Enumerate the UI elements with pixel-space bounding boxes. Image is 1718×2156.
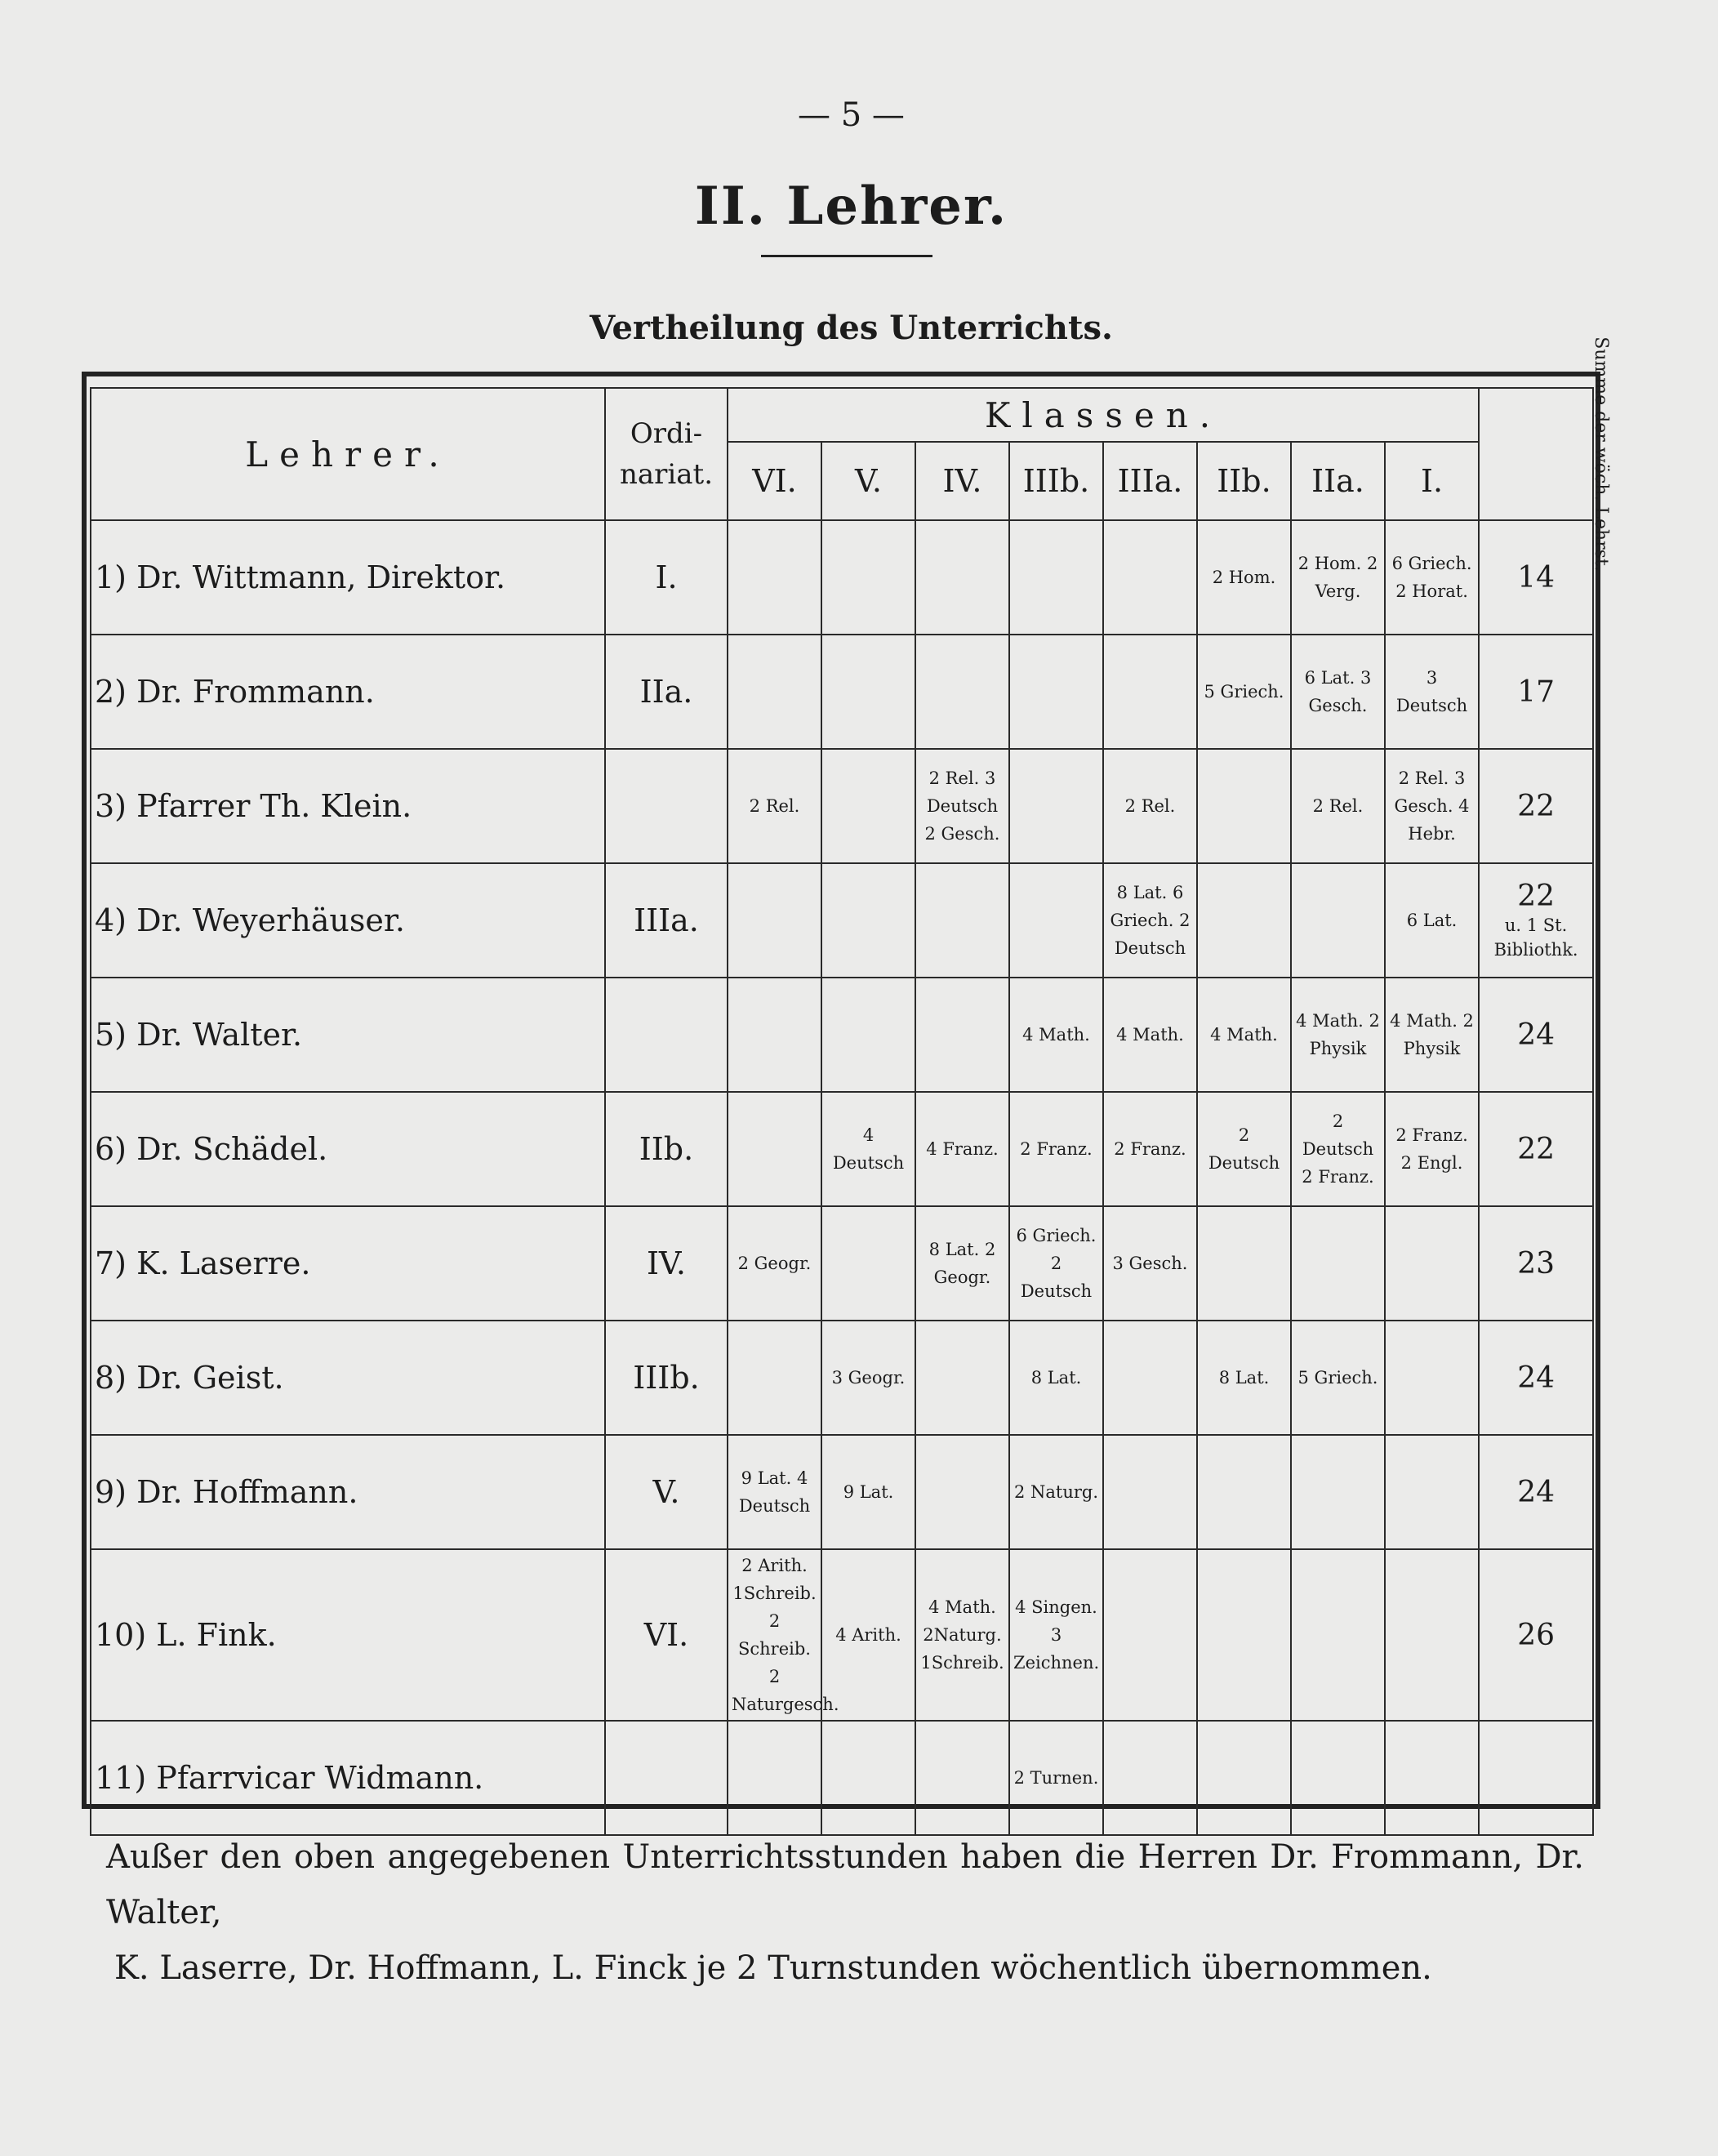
class-hours-cell: 2 Naturg. (1009, 1435, 1103, 1549)
class-hours-cell (1385, 1549, 1479, 1721)
class-hours-cell: 4 Franz. (915, 1092, 1009, 1206)
ordinariat-cell: V. (605, 1435, 728, 1549)
weekly-total-cell (1479, 1092, 1593, 1206)
ordinariat-cell: I. (605, 520, 728, 635)
weekly-total: 22 (1517, 1132, 1555, 1166)
table-row (91, 1092, 1593, 1206)
header-class-iiia: IIIa. (1103, 442, 1197, 520)
class-hours-cell: 9 Lat. (821, 1435, 915, 1549)
weekly-total-note: u. 1 St. Bibliothk. (1493, 915, 1578, 960)
class-hours-cell: 3 Gesch. (1103, 1206, 1197, 1321)
class-hours-cell (1009, 635, 1103, 749)
teacher-name: 7) K. Laserre. (91, 1206, 605, 1321)
class-hours-cell: 8 Lat. (1009, 1321, 1103, 1435)
class-hours-cell: 3 Deutsch (1385, 635, 1479, 749)
class-hours-cell (728, 978, 821, 1092)
header-class-i: I. (1385, 442, 1479, 520)
class-hours-cell: 8 Lat. 2 Geogr. (915, 1206, 1009, 1321)
header-class-vi: VI. (728, 442, 821, 520)
class-hours-cell (1103, 1435, 1197, 1549)
class-hours-cell: 6 Lat. 3 Gesch. (1291, 635, 1385, 749)
class-hours-cell (1385, 1321, 1479, 1435)
class-hours-cell: 2 Hom. 2 Verg. (1291, 520, 1385, 635)
header-class-iv: IV. (915, 442, 1009, 520)
header-summe (1479, 336, 1611, 572)
weekly-total: 17 (1517, 675, 1555, 709)
weekly-total-cell (1479, 1321, 1593, 1435)
class-hours-cell (915, 1435, 1009, 1549)
class-hours-cell (728, 635, 821, 749)
table-row (91, 1721, 1593, 1835)
class-hours-cell: 8 Lat. 6 Griech. 2 Deutsch (1103, 863, 1197, 978)
class-hours-cell (821, 978, 915, 1092)
class-hours-cell: 2 Arith. 1Schreib. 2 Schreib. 2 Naturgesch. (728, 1549, 821, 1721)
header-klassen: Klassen. (728, 388, 1479, 442)
class-hours-cell: 6 Griech. 2 Deutsch (1009, 1206, 1103, 1321)
header-class-v: V. (821, 442, 915, 520)
class-hours-cell: 2 Rel. (728, 749, 821, 863)
class-hours-cell (915, 1721, 1009, 1835)
class-hours-cell (728, 520, 821, 635)
header-class-iia: IIa. (1291, 442, 1385, 520)
class-hours-cell (821, 520, 915, 635)
class-hours-cell: 3 Geogr. (821, 1321, 915, 1435)
class-hours-cell: 4 Math. (1103, 978, 1197, 1092)
class-hours-cell: 2 Geogr. (728, 1206, 821, 1321)
footnote-line-1: Außer den oben angegebenen Unterrichtsstunden haben die Herren Dr. Frommann, Dr. Walter, (106, 1838, 1584, 1931)
weekly-total: 24 (1517, 1018, 1555, 1052)
class-hours-cell (1103, 520, 1197, 635)
ordinariat-cell: IIIb. (605, 1321, 728, 1435)
class-hours-cell: 4 Math. 2 Physik (1385, 978, 1479, 1092)
weekly-total: 14 (1517, 560, 1555, 595)
class-hours-cell (915, 1321, 1009, 1435)
header-ordinariat: Ordi-nariat. (605, 388, 728, 520)
ordinariat-cell (605, 978, 728, 1092)
class-hours-cell (1291, 1206, 1385, 1321)
class-hours-cell (821, 635, 915, 749)
subtitle: Vertheilung des Unterrichts. (590, 309, 1113, 347)
class-hours-cell: 5 Griech. (1197, 635, 1291, 749)
class-hours-cell (1103, 635, 1197, 749)
table-row (91, 978, 1593, 1092)
ordinariat-cell: IIa. (605, 635, 728, 749)
class-hours-cell: 4 Math. 2 Physik (1291, 978, 1385, 1092)
header-class-iiib: IIIb. (1009, 442, 1103, 520)
teacher-name: 5) Dr. Walter. (91, 978, 605, 1092)
class-hours-cell (1197, 1549, 1291, 1721)
class-hours-cell (1291, 1435, 1385, 1549)
class-hours-cell: 4 Deutsch (821, 1092, 915, 1206)
class-hours-cell (1103, 1549, 1197, 1721)
header-lehrer: Lehrer. (91, 388, 605, 520)
weekly-total: 24 (1517, 1475, 1555, 1509)
class-hours-cell: 2 Deutsch (1197, 1092, 1291, 1206)
class-hours-cell: 2 Rel. 3 Gesch. 4 Hebr. (1385, 749, 1479, 863)
class-hours-cell: 4 Math. (1197, 978, 1291, 1092)
table-row (91, 1549, 1593, 1721)
class-hours-cell (915, 978, 1009, 1092)
class-hours-cell (821, 1206, 915, 1321)
table-row (91, 749, 1593, 863)
ordinariat-cell: IIb. (605, 1092, 728, 1206)
weekly-total-cell (1479, 749, 1593, 863)
class-hours-cell (728, 863, 821, 978)
class-hours-cell (1009, 863, 1103, 978)
class-hours-cell (1197, 1206, 1291, 1321)
class-hours-cell: 2 Franz. (1009, 1092, 1103, 1206)
class-hours-cell: 2 Rel. (1103, 749, 1197, 863)
class-hours-cell (1385, 1721, 1479, 1835)
class-hours-cell: 2 Hom. (1197, 520, 1291, 635)
weekly-total: 26 (1517, 1618, 1555, 1652)
class-hours-cell (1009, 749, 1103, 863)
class-hours-cell (1009, 520, 1103, 635)
class-hours-cell (1197, 1721, 1291, 1835)
ordinariat-cell: IIIa. (605, 863, 728, 978)
class-hours-cell: 6 Lat. (1385, 863, 1479, 978)
class-hours-cell (728, 1092, 821, 1206)
class-hours-cell (1197, 863, 1291, 978)
weekly-total-cell (1479, 1721, 1593, 1835)
class-hours-cell: 2 Rel. (1291, 749, 1385, 863)
ordinariat-cell (605, 749, 728, 863)
class-hours-cell: 4 Arith. (821, 1549, 915, 1721)
weekly-total-cell (1479, 978, 1593, 1092)
weekly-total-cell (1479, 1206, 1593, 1321)
section-title: II. Lehrer. (694, 176, 1008, 237)
class-hours-cell: 9 Lat. 4 Deutsch (728, 1435, 821, 1549)
class-hours-cell: 8 Lat. (1197, 1321, 1291, 1435)
weekly-total-cell (1479, 863, 1593, 978)
teacher-name: 4) Dr. Weyerhäuser. (91, 863, 605, 978)
ordinariat-cell: VI. (605, 1549, 728, 1721)
table-row (91, 520, 1593, 635)
class-hours-cell (1103, 1721, 1197, 1835)
weekly-total: 23 (1517, 1246, 1555, 1281)
teacher-name: 9) Dr. Hoffmann. (91, 1435, 605, 1549)
class-hours-cell: 2 Franz. (1103, 1092, 1197, 1206)
class-hours-cell (728, 1321, 821, 1435)
class-hours-cell (915, 863, 1009, 978)
weekly-total: 22 (1517, 879, 1555, 913)
class-hours-cell (1291, 863, 1385, 978)
class-hours-cell (1291, 1549, 1385, 1721)
class-hours-cell: 2 Deutsch 2 Franz. (1291, 1092, 1385, 1206)
table-body (91, 520, 1593, 1835)
class-hours-cell (1385, 1206, 1479, 1321)
class-hours-cell (728, 1721, 821, 1835)
class-hours-cell (915, 635, 1009, 749)
class-hours-cell (1385, 1435, 1479, 1549)
table-row (91, 635, 1593, 749)
table-row (91, 1321, 1593, 1435)
teacher-name: 6) Dr. Schädel. (91, 1092, 605, 1206)
title-underline (761, 255, 932, 257)
footnote-line-2: K. Laserre, Dr. Hoffmann, L. Finck je 2 Turnstunden wöchentlich übernommen. (114, 1949, 1432, 1987)
class-hours-cell: 6 Griech. 2 Horat. (1385, 520, 1479, 635)
weekly-total: 24 (1517, 1361, 1555, 1395)
class-hours-cell (1197, 749, 1291, 863)
class-hours-cell (821, 863, 915, 978)
class-hours-cell: 2 Franz. 2 Engl. (1385, 1092, 1479, 1206)
teacher-name: 2) Dr. Frommann. (91, 635, 605, 749)
page-number: — 5 — (798, 96, 905, 134)
class-hours-cell: 4 Singen. 3 Zeichnen. (1009, 1549, 1103, 1721)
table-row (91, 1435, 1593, 1549)
class-hours-cell (915, 520, 1009, 635)
footnote (106, 1829, 1584, 1996)
class-hours-cell (1103, 1321, 1197, 1435)
ordinariat-cell (605, 1721, 728, 1835)
class-hours-cell (821, 1721, 915, 1835)
class-hours-cell (1197, 1435, 1291, 1549)
teacher-distribution-table (90, 336, 1611, 1836)
header-class-iib: IIb. (1197, 442, 1291, 520)
class-hours-cell (1291, 1721, 1385, 1835)
teacher-name: 1) Dr. Wittmann, Direktor. (91, 520, 605, 635)
weekly-total: 22 (1517, 789, 1555, 823)
teacher-name: 11) Pfarrvicar Widmann. (91, 1721, 605, 1835)
weekly-total-cell (1479, 635, 1593, 749)
header-summe-label: Summe der wöch. Lehrst. (1590, 336, 1611, 572)
table-row (91, 863, 1593, 978)
class-hours-cell (821, 749, 915, 863)
weekly-total-cell (1479, 520, 1593, 635)
teacher-name: 8) Dr. Geist. (91, 1321, 605, 1435)
teacher-name: 10) L. Fink. (91, 1549, 605, 1721)
class-hours-cell: 2 Rel. 3 Deutsch 2 Gesch. (915, 749, 1009, 863)
weekly-total-cell (1479, 1435, 1593, 1549)
class-hours-cell: 2 Turnen. (1009, 1721, 1103, 1835)
teacher-name: 3) Pfarrer Th. Klein. (91, 749, 605, 863)
class-hours-cell: 4 Math. (1009, 978, 1103, 1092)
ordinariat-cell: IV. (605, 1206, 728, 1321)
class-hours-cell: 5 Griech. (1291, 1321, 1385, 1435)
class-hours-cell: 4 Math. 2Naturg. 1Schreib. (915, 1549, 1009, 1721)
weekly-total-cell (1479, 1549, 1593, 1721)
table-row (91, 1206, 1593, 1321)
